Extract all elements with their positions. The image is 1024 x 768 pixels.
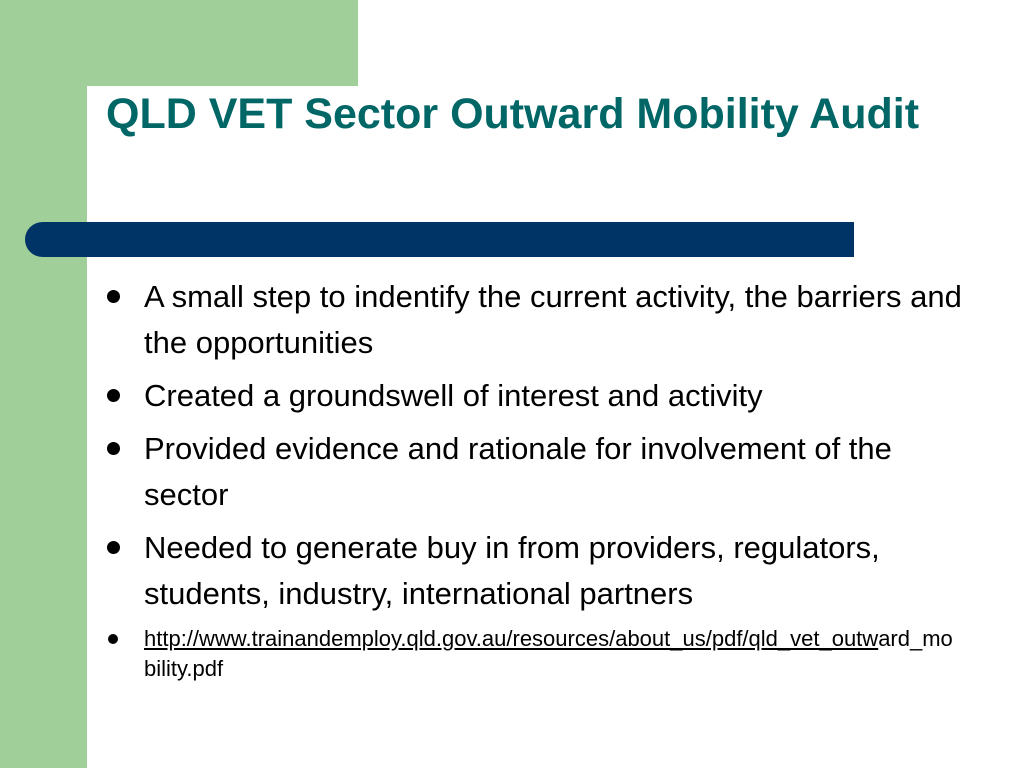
title-divider-bar: [25, 222, 854, 257]
slide-title: QLD VET Sector Outward Mobility Audit: [106, 90, 920, 138]
bullet-text: A small step to indentify the current activity, the barriers and the opportunities: [144, 279, 962, 360]
top-decorative-band: [0, 0, 358, 86]
left-decorative-band: [0, 0, 87, 768]
reference-link-text: [144, 626, 953, 681]
bullet-dot-icon: [107, 442, 120, 455]
bullet-item: [105, 525, 965, 617]
bullet-dot-icon: [107, 290, 120, 303]
bullet-item: [105, 274, 965, 366]
bullet-dot-icon: [107, 541, 120, 554]
reference-link[interactable]: http://www.trainandemploy.qld.gov.au/resources/about_us/pdf/qld_vet_outw: [144, 626, 879, 651]
bullet-dot-icon: [107, 389, 120, 402]
bullet-item-link: [105, 624, 965, 684]
bullet-item: [105, 426, 965, 518]
bullet-text: Needed to generate buy in from providers, regulators, students, industry, international partners: [144, 530, 880, 611]
bullet-text: Created a groundswell of interest and activity: [144, 378, 763, 413]
bullet-list: [105, 274, 965, 691]
bullet-item: [105, 373, 965, 419]
reference-link-tail: ard_mobility.pdf: [144, 626, 953, 681]
bullet-text: Provided evidence and rationale for involvement of the sector: [144, 431, 892, 512]
bullet-dot-icon: [108, 634, 118, 644]
